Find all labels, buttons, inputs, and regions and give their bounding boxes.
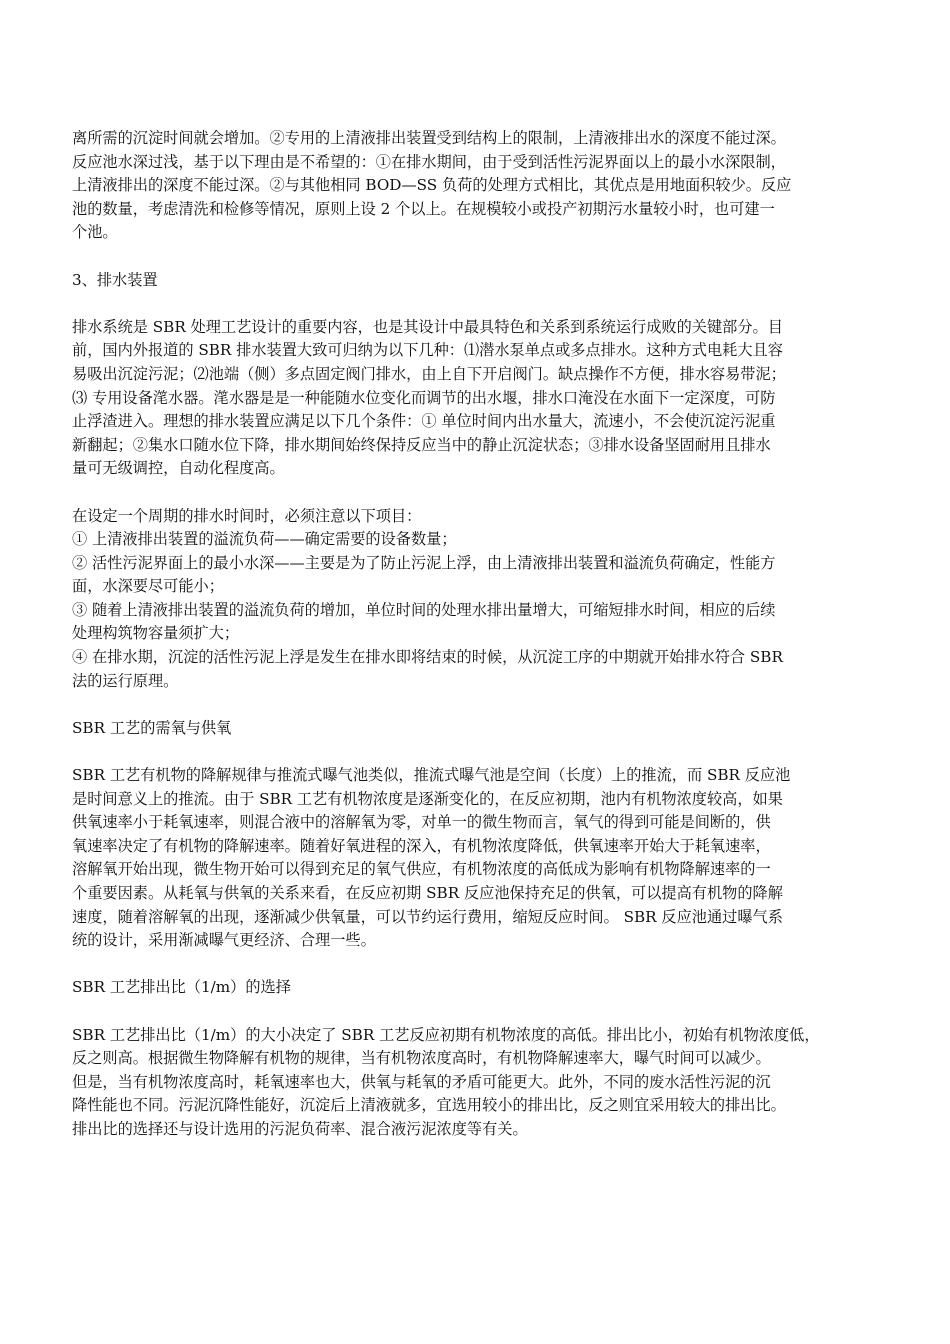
text-line: 是时间意义上的推流。由于 SBR 工艺有机物浓度是逐渐变化的，在反应初期，池内有机物浓度较高，如果: [72, 789, 783, 808]
paragraph-gap: [72, 245, 878, 269]
text-line: 离所需的沉淀时间就会增加。②专用的上清液排出装置受到结构上的限制，上清液排出水的深度不能过深。: [72, 129, 786, 147]
section-heading-drainage: 3、排水装置: [72, 270, 158, 289]
section-heading-oxygen: SBR 工艺的需氧与供氧: [72, 718, 232, 737]
text-line: 上清液排出的深度不能过深。②与其他相同 BOD—SS 负荷的处理方式相比，其优点是用地面积较少。反应: [72, 176, 792, 195]
list-item: ② 活性污泥界面上的最小水深——主要是为了防止污泥上浮，由上清液排出装置和溢流负荷确定，性能方: [72, 553, 776, 572]
text-line: 降性能也不同。污泥沉降性能好，沉淀后上清液就多，宜选用较小的排出比，反之则宜采用较大的排出比。: [72, 1096, 786, 1115]
list-item: ③ 随着上清液排出装置的溢流负荷的增加，单位时间的处理水排出量增大，可缩短排水时间，相应的后续: [72, 600, 776, 619]
text-line: 面，水深要尽可能小；: [72, 577, 224, 596]
text-line: SBR 工艺排出比（1/m）的大小决定了 SBR 工艺反应初期有机物浓度的高低。排出比小，初始有机物浓度低，: [72, 1025, 820, 1044]
text-line: SBR 工艺有机物的降解规律与推流式曝气池类似，推流式曝气池是空间（长度）上的推流，而 SBR 反应池: [72, 766, 791, 785]
paragraph-gap: [72, 693, 878, 717]
text-line: 排出比的选择还与设计选用的污泥负荷率、混合液污泥浓度等有关。: [72, 1119, 528, 1138]
text-line: 法的运行原理。: [72, 671, 179, 690]
text-line: 在设定一个周期的排水时间时，必须注意以下项目：: [72, 506, 422, 525]
text-line: 易吸出沉淀污泥；⑵池端（侧）多点固定阀门排水，由上自下开启阀门。缺点操作不方便，排水容易带泥；: [72, 364, 786, 383]
text-line: 池的数量，考虑清洗和检修等情况，原则上设 2 个以上。在规模较小或投产初期污水量较小时，也可建一: [72, 199, 775, 218]
document-body: [72, 127, 878, 1142]
text-line: 速度，随着溶解氧的出现，逐渐减少供氧量，可以节约运行费用，缩短反应时间。 SBR 反应池通过曝气系: [72, 907, 783, 926]
list-item: ① 上清液排出装置的溢流负荷——确定需要的设备数量；: [72, 530, 457, 549]
paragraph-oxygen-supply: [72, 764, 878, 953]
text-line: 溶解氧开始出现，微生物开始可以得到充足的氧气供应，有机物浓度的高低成为影响有机物降解速率的一: [72, 860, 771, 879]
text-line: 量可无级调控，自动化程度高。: [72, 459, 285, 478]
text-line: 排水系统是 SBR 处理工艺设计的重要内容，也是其设计中最具特色和关系到系统运行成败的关键部分。目: [72, 317, 783, 336]
paragraph-gap: [72, 481, 878, 505]
text-line: ⑶ 专用设备滗水器。滗水器是是一种能随水位变化而调节的出水堰，排水口淹没在水面下一定深度，可防: [72, 388, 776, 407]
paragraph-gap: [72, 740, 878, 764]
text-line: 前，国内外报道的 SBR 排水装置大致可归纳为以下几种：⑴潜水泵单点或多点排水。这种方式电耗大且容: [72, 341, 783, 360]
paragraph-gap: [72, 292, 878, 316]
text-line: 供氧速率小于耗氧速率，则混合液中的溶解氧为零，对单一的微生物而言，氧气的得到可能是间断的，供: [72, 813, 771, 832]
text-line: 新翻起；②集水口随水位下降，排水期间始终保持反应当中的静止沉淀状态；③排水设备坚固耐用且排水: [72, 435, 771, 454]
paragraph-gap: [72, 953, 878, 977]
paragraph-reactor-depth: [72, 127, 878, 245]
section-heading-discharge-ratio: SBR 工艺排出比（1/m）的选择: [72, 978, 291, 997]
text-line: 反应池水深过浅，基于以下理由是不希望的：①在排水期间，由于受到活性污泥界面以上的最小水深限制，: [72, 152, 786, 171]
text-line: 统的设计，采用渐减曝气更经济、合理一些。: [72, 931, 376, 950]
text-line: 处理构筑物容量须扩大；: [72, 624, 240, 643]
text-line: 氧速率决定了有机物的降解速率。随着好氧进程的深入，有机物浓度降低，供氧速率开始大于耗氧速率，: [72, 836, 771, 855]
paragraph-discharge-ratio: [72, 1024, 878, 1142]
text-line: 个池。: [72, 223, 118, 242]
text-line: 但是，当有机物浓度高时，耗氧速率也大，供氧与耗氧的矛盾可能更大。此外，不同的废水活性污泥的沉: [72, 1072, 771, 1091]
text-line: 止浮渣进入。理想的排水装置应满足以下几个条件：① 单位时间内出水量大，流速小，不会使沉淀污泥重: [72, 412, 776, 431]
text-line: 反之则高。根据微生物降解有机物的规律，当有机物浓度高时，有机物降解速率大，曝气时间可以减少。: [72, 1049, 771, 1068]
paragraph-drainage-system: [72, 316, 878, 481]
list-item: ④ 在排水期，沉淀的活性污泥上浮是发生在排水即将结束的时候，从沉淀工序的中期就开始排水符合 SBR: [72, 648, 783, 667]
paragraph-gap: [72, 1000, 878, 1024]
text-line: 个重要因素。从耗氧与供氧的关系来看，在反应初期 SBR 反应池保持充足的供氧，可以提高有机物的降解: [72, 884, 783, 902]
paragraph-drainage-cycle-list: [72, 505, 878, 694]
